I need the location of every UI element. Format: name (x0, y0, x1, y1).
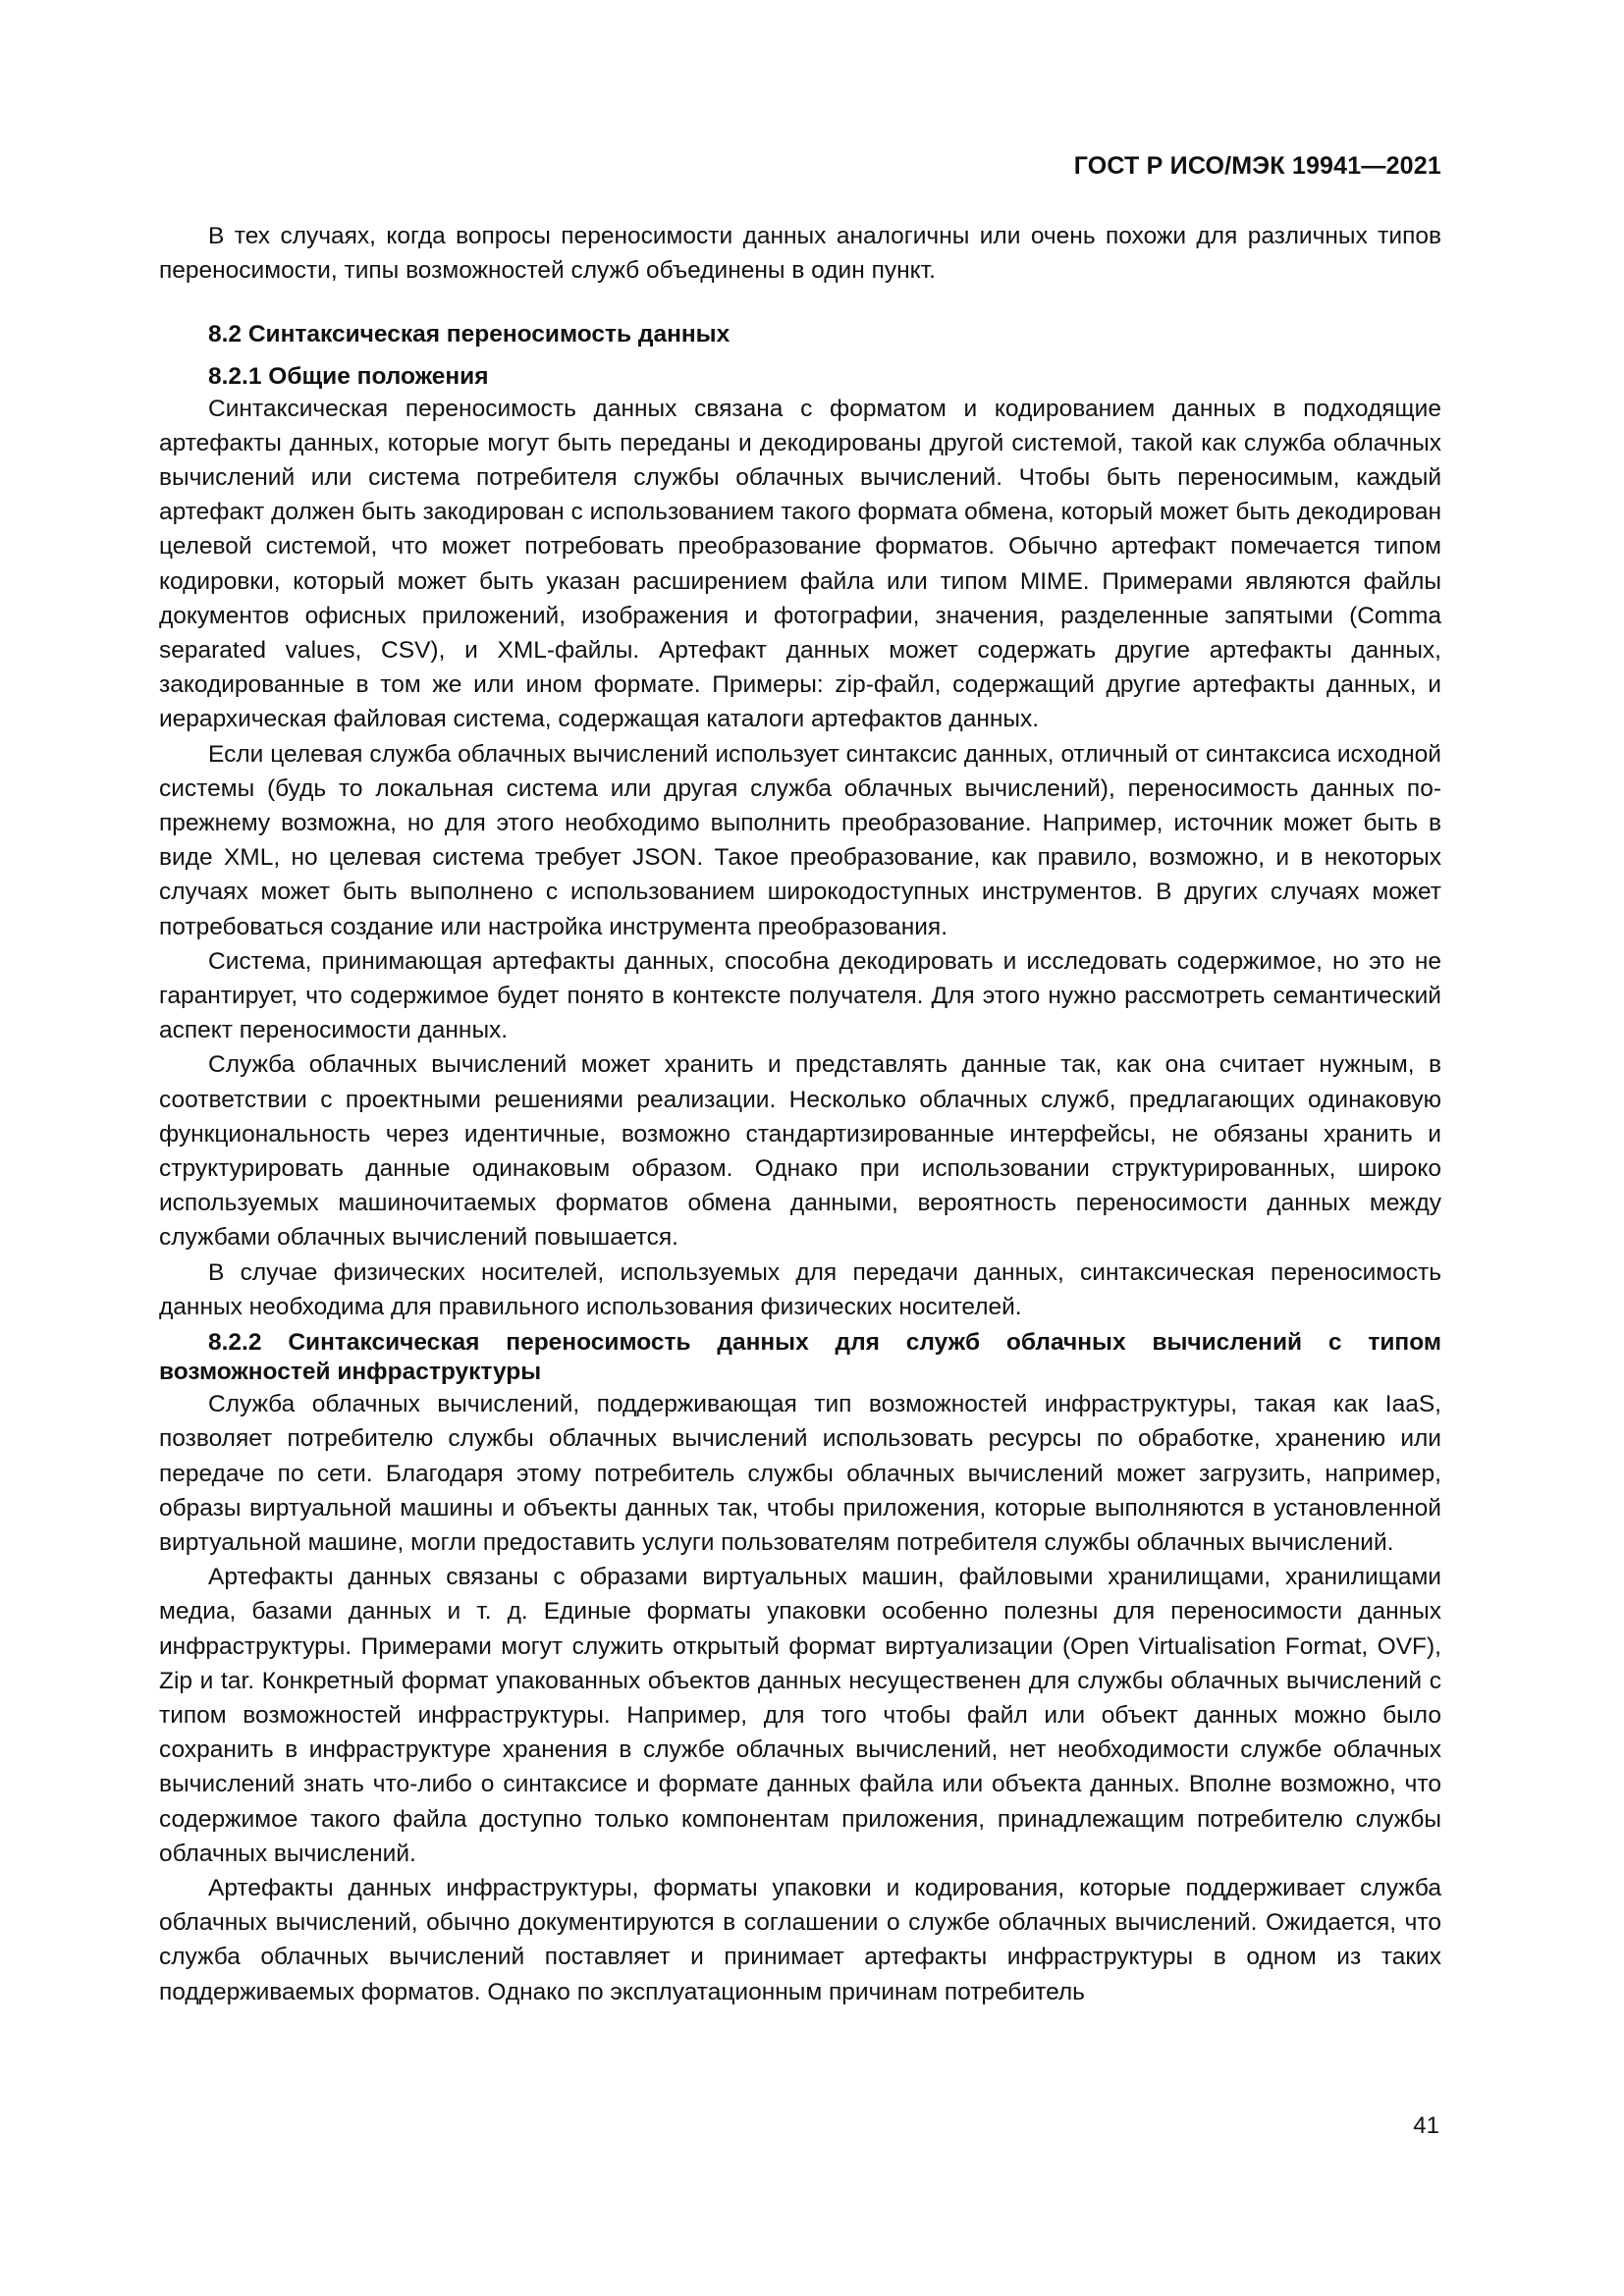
intro-paragraph: В тех случаях, когда вопросы переносимости данных аналогичны или очень похожи для различных типов переносимости, типы возможностей служб объединены в один пункт. (159, 223, 1441, 285)
paragraph: Служба облачных вычислений может хранить и представлять данные так, как она считает нужным, в соответствии с проектными решениями реализации. Несколько облачных служб, предлагающих одинаковую функциональность через идентичные, возможно стандартизированные интерфейсы, не обязаны хранить и структурировать данные одинаковым образом. Однако при использовании структурированных, широко используемых машиночитаемых форматов обмена данными, вероятность переносимости данных между службами облачных вычислений повышается. (159, 1051, 1441, 1252)
paragraph: Если целевая служба облачных вычислений использует синтаксис данных, отличный от синтаксиса исходной системы (будь то локальная система или другая служба облачных вычислений), переносимость данных по-прежнему возможна, но для этого необходимо выполнить преобразование. Например, источник может быть в виде XML, но целевая система требует JSON. Такое преобразование, как правило, возможно, и в некоторых случаях может быть выполнено с использованием широкодоступных инструментов. В других случаях может потребоваться создание или настройка инструмента преобразования. (159, 740, 1441, 940)
section-heading-8-2-1: 8.2.1 Общие положения (208, 362, 489, 390)
paragraph: Артефакты данных инфраструктуры, форматы упаковки и кодирования, которые поддерживает служба облачных вычислений, обычно документируются в соглашении о службе облачных вычислений. Ожидается, что служба облачных вычислений поставляет и принимает артефакты инфраструктуры в одном из таких поддерживаемых форматов. Однако по эксплуатационным причинам потребитель (159, 1874, 1441, 2005)
document-body (159, 219, 1441, 2009)
page-number: 41 (1413, 2112, 1439, 2139)
section-heading-8-2-2: 8.2.2 Синтаксическая переносимость данных для служб облачных вычислений с типом возможностей инфраструктуры (159, 1329, 1441, 1386)
section-heading-8-2: 8.2 Синтаксическая переносимость данных (208, 321, 731, 348)
paragraph: Система, принимающая артефакты данных, способна декодировать и исследовать содержимое, но это не гарантирует, что содержимое будет понято в контексте получателя. Для этого нужно рассмотреть семантический аспект переносимости данных. (159, 947, 1441, 1044)
paragraph: Артефакты данных связаны с образами виртуальных машин, файловыми хранилищами, хранилищами медиа, базами данных и т. д. Единые форматы упаковки особенно полезны для переносимости данных инфраструктуры. Примерами могут служить открытый формат виртуализации (Open Virtualisation Format, OVF), Zip и tar. Конкретный формат упакованных объектов данных несущественен для службы облачных вычислений с типом возможностей инфраструктуры. Например, для того чтобы файл или объект данных можно было сохранить в инфраструктуре хранения в службе облачных вычислений, нет необходимости службе облачных вычислений знать что-либо о синтаксисе и формате данных файла или объекта данных. Вполне возможно, что содержимое такого файла доступно только компонентам приложения, принадлежащим потребителю службы облачных вычислений. (159, 1564, 1441, 1867)
paragraph: Синтаксическая переносимость данных связана с форматом и кодированием данных в подходящие артефакты данных, которые могут быть переданы и декодированы другой системой, такой как служба облачных вычислений или система потребителя службы облачных вычислений. Чтобы быть переносимым, каждый артефакт должен быть закодирован с использованием такого формата обмена, который может быть декодирован целевой системой, что может потребовать преобразование форматов. Обычно артефакт помечается типом кодировки, который может быть указан расширением файла или типом MIME. Примерами являются файлы документов офисных приложений, изображения и фотографии, значения, разделенные запятыми (Comma separated values, CSV), и XML-файлы. Артефакт данных может содержать другие артефакты данных, закодированные в том же или ином формате. Примеры: zip-файл, содержащий другие артефакты данных, и иерархическая файловая система, содержащая каталоги артефактов данных. (159, 395, 1441, 733)
document-header: ГОСТ Р ИСО/МЭК 19941—2021 (1073, 152, 1441, 180)
paragraph: Служба облачных вычислений, поддерживающая тип возможностей инфраструктуры, такая как IaaS, позволяет потребителю службы облачных вычислений использовать ресурсы по обработке, хранению или передаче по сети. Благодаря этому потребитель службы облачных вычислений может загрузить, например, образы виртуальной машины и объекты данных так, чтобы приложения, которые выполняются в установленной виртуальной машине, могли предоставить услуги пользователям потребителя службы облачных вычислений. (159, 1391, 1441, 1556)
paragraph: В случае физических носителей, используемых для передачи данных, синтаксическая переносимость данных необходима для правильного использования физических носителей. (159, 1258, 1441, 1320)
